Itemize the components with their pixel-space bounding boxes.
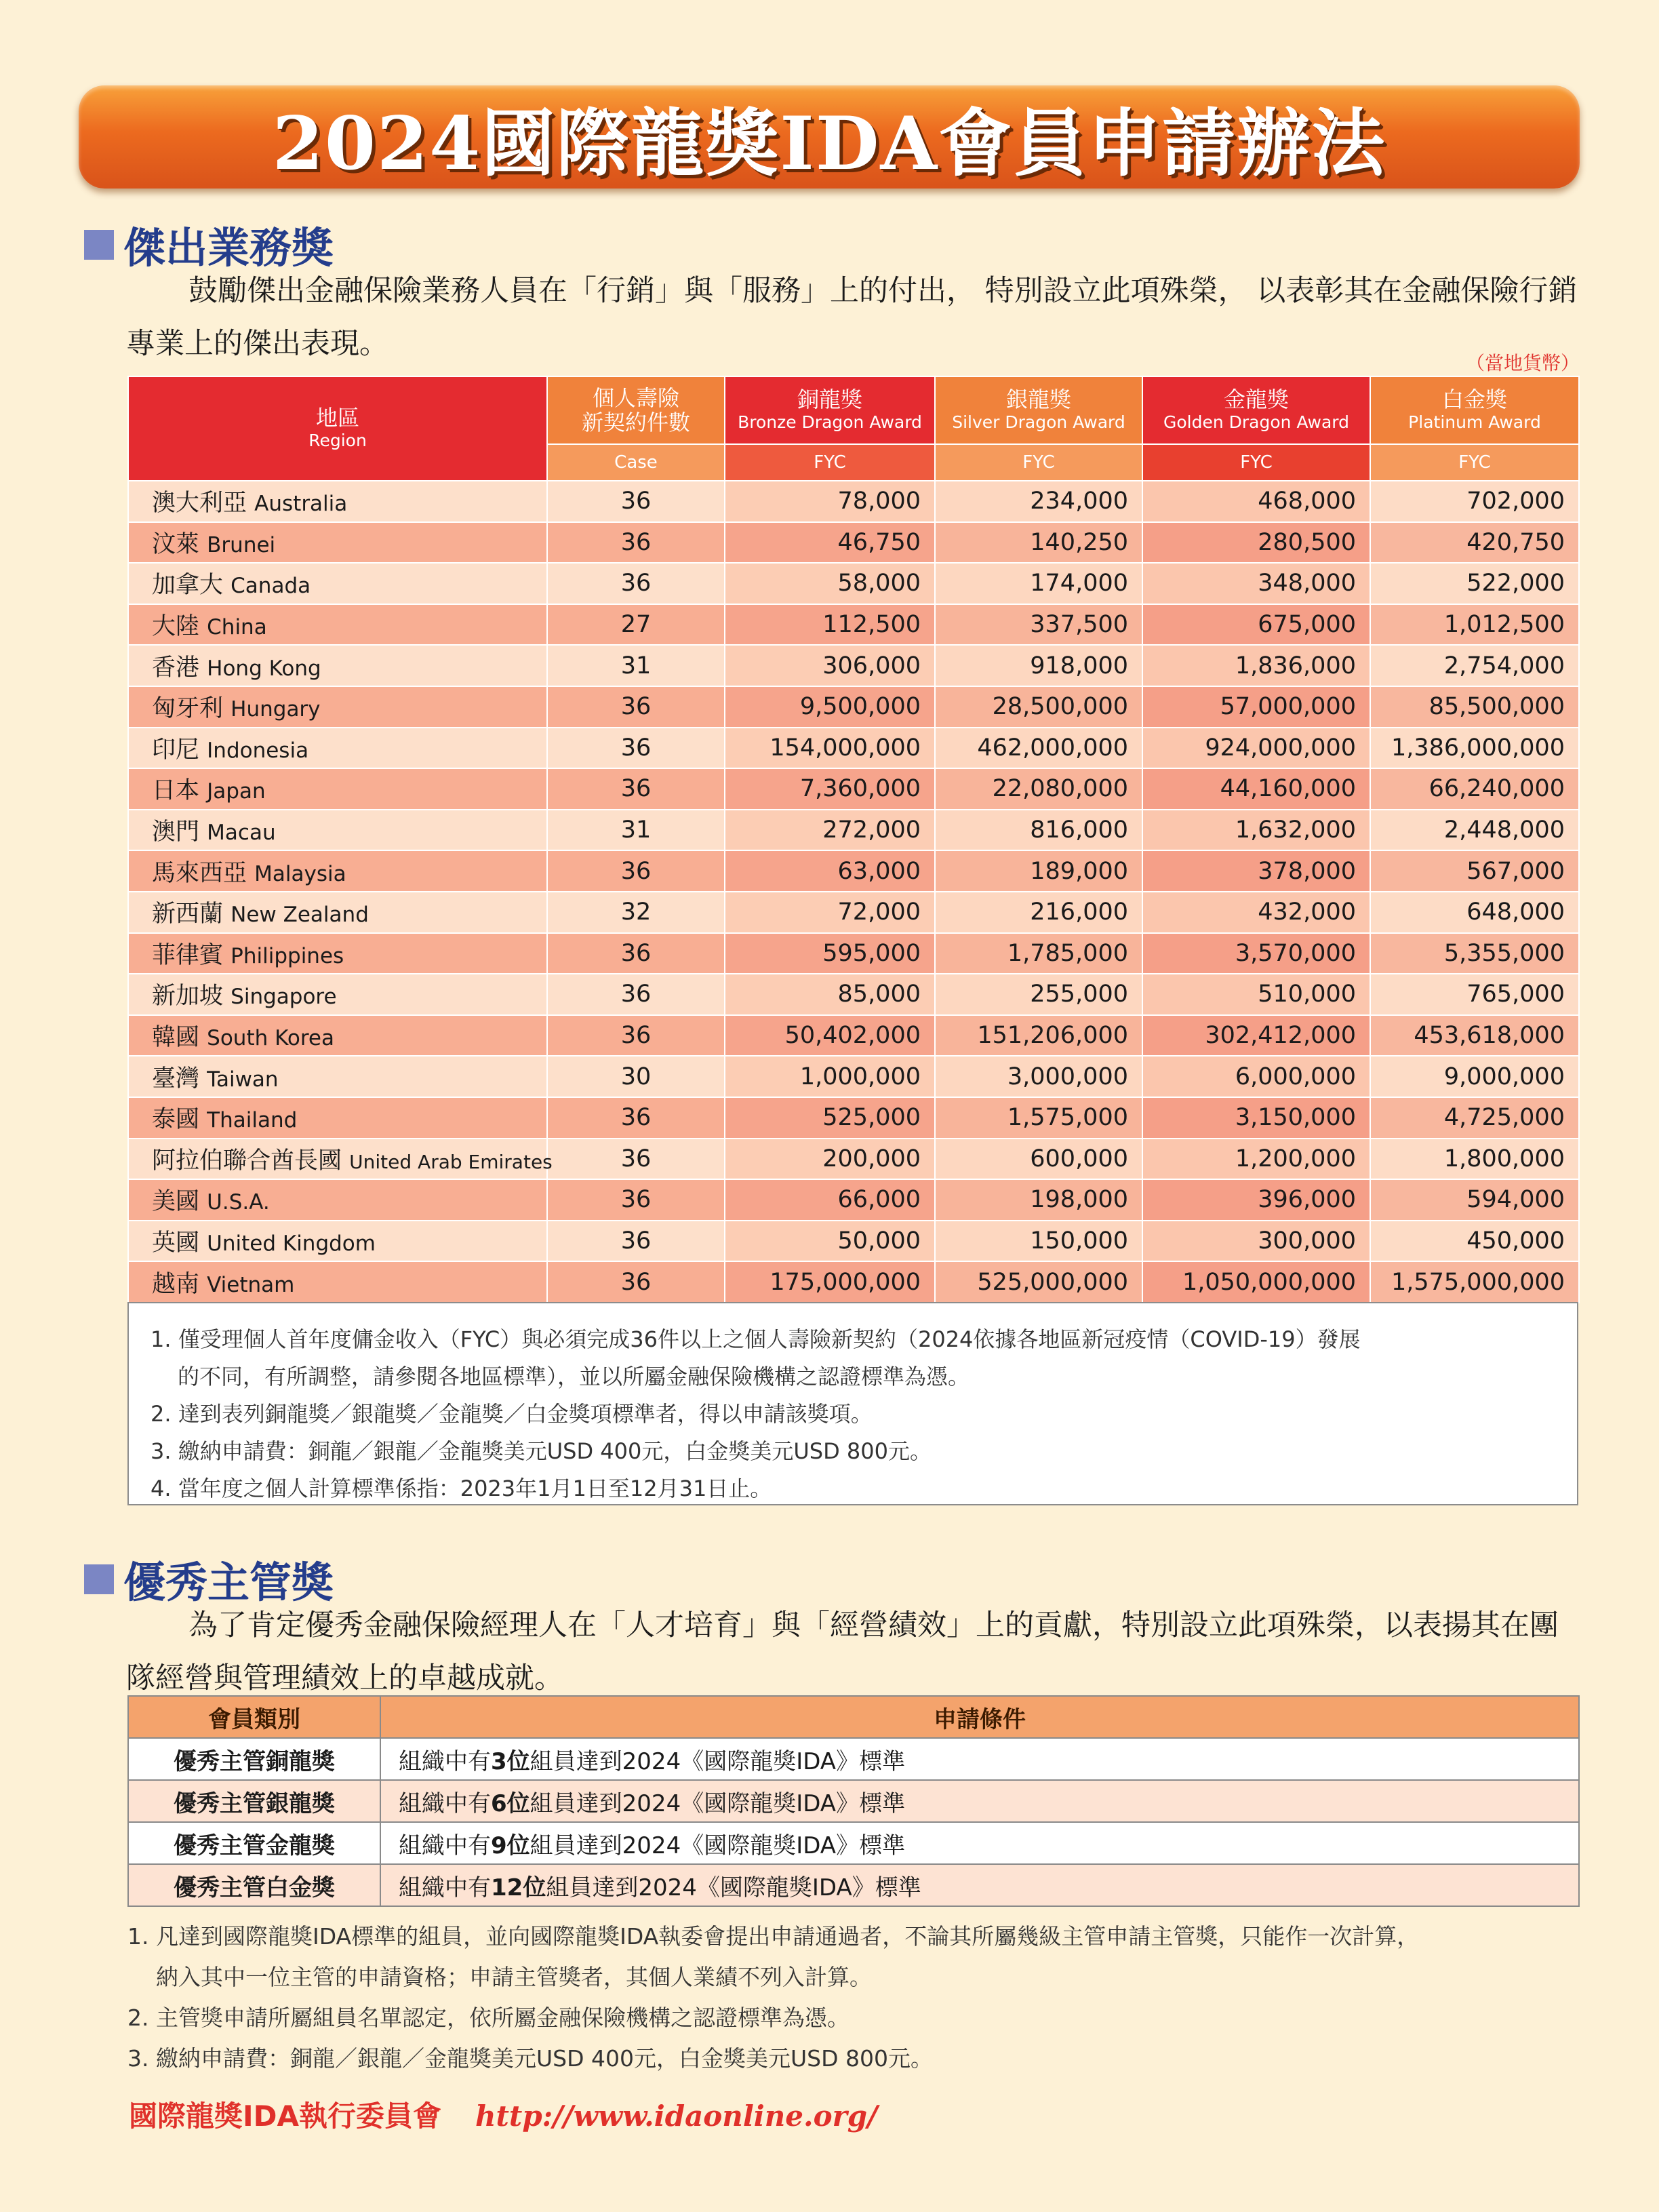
table-row bbox=[128, 1139, 1579, 1180]
region-name-zh: 印尼 bbox=[152, 736, 200, 764]
bronze-fyc-cell: 85,000 bbox=[725, 974, 935, 1015]
golden-fyc-cell: 468,000 bbox=[1142, 481, 1370, 522]
region-cell bbox=[128, 1261, 547, 1303]
table-row bbox=[128, 1738, 1579, 1780]
region-cell bbox=[128, 1056, 547, 1097]
member-category-cell: 優秀主管白金獎 bbox=[128, 1864, 380, 1906]
section-bullet-icon bbox=[84, 1564, 114, 1594]
region-cell bbox=[128, 563, 547, 604]
bronze-fyc-cell: 72,000 bbox=[725, 892, 935, 933]
section2-notes bbox=[127, 1916, 1585, 2079]
region-name-en: Japan bbox=[207, 779, 266, 804]
golden-fyc-cell: 6,000,000 bbox=[1142, 1056, 1370, 1097]
subheader-case: Case bbox=[547, 444, 725, 481]
region-name-en: Singapore bbox=[231, 985, 337, 1010]
case-count-cell: 36 bbox=[547, 1261, 725, 1303]
region-cell bbox=[128, 933, 547, 974]
bronze-fyc-cell: 66,000 bbox=[725, 1179, 935, 1221]
region-cell bbox=[128, 1139, 553, 1180]
region-name-en: United Kingdom bbox=[207, 1231, 376, 1256]
region-name-en: Australia bbox=[254, 492, 348, 517]
case-count-cell: 36 bbox=[547, 1179, 725, 1221]
table-row bbox=[128, 1261, 1579, 1303]
table-row bbox=[128, 522, 1579, 564]
region-name-en: South Korea bbox=[207, 1026, 334, 1051]
platinum-fyc-cell: 594,000 bbox=[1370, 1179, 1579, 1221]
region-name-en: Hong Kong bbox=[207, 656, 321, 681]
bronze-fyc-cell: 50,000 bbox=[725, 1221, 935, 1262]
platinum-fyc-cell: 1,386,000,000 bbox=[1370, 728, 1579, 769]
region-cell bbox=[128, 522, 547, 564]
region-name-zh: 香港 bbox=[152, 654, 200, 682]
platinum-fyc-cell: 765,000 bbox=[1370, 974, 1579, 1015]
note-item: 2. 主管獎申請所屬組員名單認定，依所屬金融保險機構之認證標準為憑。 bbox=[127, 2004, 850, 2031]
table-row bbox=[128, 892, 1579, 933]
bronze-fyc-cell: 525,000 bbox=[725, 1097, 935, 1139]
footer bbox=[129, 2094, 877, 2135]
region-name-zh: 阿拉伯聯合酋長國 bbox=[152, 1147, 342, 1174]
golden-fyc-cell: 510,000 bbox=[1142, 974, 1370, 1015]
region-name-en: Malaysia bbox=[254, 861, 346, 886]
bronze-fyc-cell: 272,000 bbox=[725, 810, 935, 851]
region-cell bbox=[128, 974, 547, 1015]
bronze-fyc-cell: 63,000 bbox=[725, 850, 935, 892]
page-title: 2024國際龍獎IDA會員申請辦法 bbox=[272, 100, 1386, 186]
silver-fyc-cell: 3,000,000 bbox=[935, 1056, 1142, 1097]
member-category-cell: 優秀主管金龍獎 bbox=[128, 1822, 380, 1864]
note-item: 納入其中一位主管的申請資格；申請主管獎者，其個人業績不列入計算。 bbox=[156, 1964, 872, 1990]
golden-fyc-cell: 44,160,000 bbox=[1142, 768, 1370, 810]
case-count-cell: 31 bbox=[547, 645, 725, 686]
case-count-cell: 36 bbox=[547, 768, 725, 810]
region-cell bbox=[128, 810, 547, 851]
bronze-fyc-cell: 7,360,000 bbox=[725, 768, 935, 810]
currency-note: （當地貨幣） bbox=[1465, 352, 1580, 374]
note-item: 的不同，有所調整，請參閱各地區標準），並以所屬金融保險機構之認證標準為憑。 bbox=[178, 1364, 970, 1389]
supervisor-award-table bbox=[127, 1695, 1580, 1907]
header-silver: 銀龍獎 Silver Dragon Award bbox=[935, 376, 1142, 444]
header-member-category: 會員類別 bbox=[128, 1696, 380, 1738]
platinum-fyc-cell: 1,575,000,000 bbox=[1370, 1261, 1579, 1303]
table-row bbox=[128, 933, 1579, 974]
silver-fyc-cell: 234,000 bbox=[935, 481, 1142, 522]
case-count-cell: 36 bbox=[547, 933, 725, 974]
region-cell bbox=[128, 892, 547, 933]
silver-fyc-cell: 150,000 bbox=[935, 1221, 1142, 1262]
section2-intro: 為了肯定優秀金融保險經理人在「人才培育」與「經營績效」上的貢獻，特別設立此項殊榮，以表揚其在團隊經營與管理績效上的卓越成就。 bbox=[126, 1608, 1559, 1695]
region-cell bbox=[128, 686, 547, 728]
golden-fyc-cell: 1,200,000 bbox=[1142, 1139, 1370, 1180]
region-name-zh: 臺灣 bbox=[152, 1065, 200, 1092]
bronze-fyc-cell: 46,750 bbox=[725, 522, 935, 564]
region-name-zh: 越南 bbox=[152, 1270, 200, 1298]
condition-count: 9位 bbox=[491, 1832, 530, 1859]
region-cell bbox=[128, 850, 547, 892]
region-cell bbox=[128, 1179, 547, 1221]
table-row bbox=[128, 1864, 1579, 1906]
region-name-zh: 澳大利亞 bbox=[152, 490, 247, 517]
platinum-fyc-cell: 1,800,000 bbox=[1370, 1139, 1579, 1180]
bronze-fyc-cell: 112,500 bbox=[725, 604, 935, 646]
table-row bbox=[128, 1097, 1579, 1139]
condition-prefix: 組織中有 bbox=[399, 1790, 491, 1817]
platinum-fyc-cell: 9,000,000 bbox=[1370, 1056, 1579, 1097]
subheader-fyc-silver: FYC bbox=[935, 444, 1142, 481]
region-name-zh: 菲律賓 bbox=[152, 941, 224, 969]
silver-fyc-cell: 1,785,000 bbox=[935, 933, 1142, 974]
condition-prefix: 組織中有 bbox=[399, 1874, 491, 1901]
region-name-zh: 韓國 bbox=[152, 1024, 200, 1052]
region-name-en: United Arab Emirates bbox=[349, 1150, 553, 1173]
case-count-cell: 27 bbox=[547, 604, 725, 646]
silver-fyc-cell: 600,000 bbox=[935, 1139, 1142, 1180]
condition-prefix: 組織中有 bbox=[399, 1747, 491, 1775]
region-name-en: Vietnam bbox=[207, 1272, 295, 1297]
region-name-en: U.S.A. bbox=[207, 1190, 270, 1215]
case-count-cell: 36 bbox=[547, 728, 725, 769]
bronze-fyc-cell: 78,000 bbox=[725, 481, 935, 522]
note-item: 3. 繳納申請費：銅龍／銀龍／金龍獎美元USD 400元，白金獎美元USD 800元。 bbox=[127, 2045, 933, 2072]
platinum-fyc-cell: 4,725,000 bbox=[1370, 1097, 1579, 1139]
silver-fyc-cell: 462,000,000 bbox=[935, 728, 1142, 769]
platinum-fyc-cell: 702,000 bbox=[1370, 481, 1579, 522]
silver-fyc-cell: 22,080,000 bbox=[935, 768, 1142, 810]
region-name-en: Philippines bbox=[231, 943, 344, 968]
golden-fyc-cell: 57,000,000 bbox=[1142, 686, 1370, 728]
region-name-en: Macau bbox=[207, 821, 276, 846]
table-row bbox=[128, 563, 1579, 604]
header-case: 個人壽險 新契約件數 bbox=[547, 376, 725, 444]
region-name-en: Hungary bbox=[231, 697, 321, 722]
case-count-cell: 36 bbox=[547, 1221, 725, 1262]
silver-fyc-cell: 255,000 bbox=[935, 974, 1142, 1015]
silver-fyc-cell: 216,000 bbox=[935, 892, 1142, 933]
condition-count: 3位 bbox=[491, 1747, 530, 1775]
silver-fyc-cell: 140,250 bbox=[935, 522, 1142, 564]
member-category-cell: 優秀主管銅龍獎 bbox=[128, 1738, 380, 1780]
table-row bbox=[128, 768, 1579, 810]
case-count-cell: 36 bbox=[547, 974, 725, 1015]
platinum-fyc-cell: 453,618,000 bbox=[1370, 1015, 1579, 1056]
silver-fyc-cell: 151,206,000 bbox=[935, 1015, 1142, 1056]
region-cell bbox=[128, 645, 547, 686]
region-cell bbox=[128, 604, 547, 646]
note-item: 1. 僅受理個人首年度傭金收入（FYC）與必須完成36件以上之個人壽險新契約（2024依據各地區新冠疫情（COVID-19）發展 bbox=[151, 1326, 1361, 1352]
region-name-zh: 馬來西亞 bbox=[152, 859, 247, 887]
golden-fyc-cell: 924,000,000 bbox=[1142, 728, 1370, 769]
application-condition-cell bbox=[380, 1822, 1579, 1864]
silver-fyc-cell: 918,000 bbox=[935, 645, 1142, 686]
region-name-zh: 大陸 bbox=[152, 613, 200, 641]
table-row bbox=[128, 850, 1579, 892]
region-name-en: New Zealand bbox=[231, 903, 369, 928]
silver-fyc-cell: 28,500,000 bbox=[935, 686, 1142, 728]
table-row bbox=[128, 1056, 1579, 1097]
subheader-fyc-golden: FYC bbox=[1142, 444, 1370, 481]
table-row bbox=[128, 645, 1579, 686]
header-region: 地區 Region bbox=[128, 376, 547, 481]
condition-suffix: 組員達到2024《國際龍獎IDA》標準 bbox=[529, 1747, 906, 1775]
golden-fyc-cell: 300,000 bbox=[1142, 1221, 1370, 1262]
platinum-fyc-cell: 66,240,000 bbox=[1370, 768, 1579, 810]
case-count-cell: 36 bbox=[547, 481, 725, 522]
condition-count: 12位 bbox=[491, 1874, 546, 1901]
case-count-cell: 36 bbox=[547, 522, 725, 564]
footer-website-link[interactable]: http://www.idaonline.org/ bbox=[475, 2099, 878, 2133]
bronze-fyc-cell: 50,402,000 bbox=[725, 1015, 935, 1056]
case-count-cell: 36 bbox=[547, 1097, 725, 1139]
bronze-fyc-cell: 175,000,000 bbox=[725, 1261, 935, 1303]
header-platinum: 白金獎 Platinum Award bbox=[1370, 376, 1579, 444]
table-row bbox=[128, 481, 1579, 522]
condition-count: 6位 bbox=[491, 1790, 530, 1817]
platinum-fyc-cell: 450,000 bbox=[1370, 1221, 1579, 1262]
case-count-cell: 36 bbox=[547, 1015, 725, 1056]
golden-fyc-cell: 396,000 bbox=[1142, 1179, 1370, 1221]
bronze-fyc-cell: 9,500,000 bbox=[725, 686, 935, 728]
region-name-zh: 美國 bbox=[152, 1188, 200, 1216]
case-count-cell: 31 bbox=[547, 810, 725, 851]
golden-fyc-cell: 378,000 bbox=[1142, 850, 1370, 892]
footer-org-name: 國際龍獎IDA執行委員會 bbox=[129, 2099, 441, 2133]
condition-suffix: 組員達到2024《國際龍獎IDA》標準 bbox=[546, 1874, 921, 1901]
table-row bbox=[128, 686, 1579, 728]
subheader-fyc-bronze: FYC bbox=[725, 444, 935, 481]
bronze-fyc-cell: 595,000 bbox=[725, 933, 935, 974]
bronze-fyc-cell: 1,000,000 bbox=[725, 1056, 935, 1097]
region-name-en: Taiwan bbox=[207, 1067, 279, 1092]
case-count-cell: 30 bbox=[547, 1056, 725, 1097]
golden-fyc-cell: 3,150,000 bbox=[1142, 1097, 1370, 1139]
silver-fyc-cell: 198,000 bbox=[935, 1179, 1142, 1221]
bronze-fyc-cell: 200,000 bbox=[725, 1139, 935, 1180]
bronze-fyc-cell: 154,000,000 bbox=[725, 728, 935, 769]
region-cell bbox=[128, 728, 547, 769]
table-row bbox=[128, 728, 1579, 769]
platinum-fyc-cell: 420,750 bbox=[1370, 522, 1579, 564]
bronze-fyc-cell: 306,000 bbox=[725, 645, 935, 686]
silver-fyc-cell: 174,000 bbox=[935, 563, 1142, 604]
member-category-cell: 優秀主管銀龍獎 bbox=[128, 1780, 380, 1822]
region-cell bbox=[128, 1221, 547, 1262]
silver-fyc-cell: 337,500 bbox=[935, 604, 1142, 646]
region-cell bbox=[128, 1097, 547, 1139]
silver-fyc-cell: 816,000 bbox=[935, 810, 1142, 851]
region-name-en: Brunei bbox=[207, 532, 276, 557]
note-item: 4. 當年度之個人計算標準係指：2023年1月1日至12月31日止。 bbox=[151, 1476, 772, 1501]
silver-fyc-cell: 189,000 bbox=[935, 850, 1142, 892]
table-row bbox=[128, 604, 1579, 646]
region-name-zh: 新加坡 bbox=[152, 983, 224, 1010]
table-row bbox=[128, 1780, 1579, 1822]
condition-suffix: 組員達到2024《國際龍獎IDA》標準 bbox=[529, 1790, 906, 1817]
region-name-zh: 加拿大 bbox=[152, 572, 224, 599]
golden-fyc-cell: 348,000 bbox=[1142, 563, 1370, 604]
platinum-fyc-cell: 522,000 bbox=[1370, 563, 1579, 604]
header-bronze: 銅龍獎 Bronze Dragon Award bbox=[725, 376, 935, 444]
golden-fyc-cell: 675,000 bbox=[1142, 604, 1370, 646]
condition-suffix: 組員達到2024《國際龍獎IDA》標準 bbox=[529, 1832, 906, 1859]
golden-fyc-cell: 1,050,000,000 bbox=[1142, 1261, 1370, 1303]
golden-fyc-cell: 1,836,000 bbox=[1142, 645, 1370, 686]
region-name-zh: 日本 bbox=[152, 777, 200, 805]
silver-fyc-cell: 525,000,000 bbox=[935, 1261, 1142, 1303]
region-name-zh: 英國 bbox=[152, 1229, 200, 1257]
case-count-cell: 36 bbox=[547, 850, 725, 892]
application-condition-cell bbox=[380, 1864, 1579, 1906]
table-row bbox=[128, 974, 1579, 1015]
note-item: 1. 凡達到國際龍獎IDA標準的組員，並向國際龍獎IDA執委會提出申請通過者，不論其所屬幾級主管申請主管獎，只能作一次計算， bbox=[127, 1923, 1420, 1950]
table-row bbox=[128, 1015, 1579, 1056]
application-condition-cell bbox=[380, 1738, 1579, 1780]
application-condition-cell bbox=[380, 1780, 1579, 1822]
condition-prefix: 組織中有 bbox=[399, 1832, 491, 1859]
header-application-condition: 申請條件 bbox=[380, 1696, 1579, 1738]
note-item: 2. 達到表列銅龍獎／銀龍獎／金龍獎／白金獎項標準者，得以申請該獎項。 bbox=[151, 1401, 873, 1427]
note-item: 3. 繳納申請費：銅龍／銀龍／金龍獎美元USD 400元，白金獎美元USD 800元。 bbox=[151, 1438, 932, 1464]
region-cell bbox=[128, 481, 547, 522]
platinum-fyc-cell: 85,500,000 bbox=[1370, 686, 1579, 728]
section1-notes bbox=[127, 1302, 1578, 1505]
case-count-cell: 36 bbox=[547, 686, 725, 728]
platinum-fyc-cell: 2,448,000 bbox=[1370, 810, 1579, 851]
case-count-cell: 36 bbox=[547, 1139, 725, 1180]
award-standards-table bbox=[127, 376, 1580, 1303]
region-cell bbox=[128, 1015, 547, 1056]
region-name-zh: 匈牙利 bbox=[152, 695, 224, 723]
region-name-zh: 泰國 bbox=[152, 1106, 200, 1134]
region-name-en: China bbox=[207, 615, 267, 640]
region-name-zh: 汶萊 bbox=[152, 530, 200, 558]
platinum-fyc-cell: 567,000 bbox=[1370, 850, 1579, 892]
platinum-fyc-cell: 1,012,500 bbox=[1370, 604, 1579, 646]
region-name-en: Indonesia bbox=[207, 738, 309, 763]
section1-title: 傑出業務獎 bbox=[123, 223, 334, 273]
golden-fyc-cell: 280,500 bbox=[1142, 522, 1370, 564]
silver-fyc-cell: 1,575,000 bbox=[935, 1097, 1142, 1139]
golden-fyc-cell: 1,632,000 bbox=[1142, 810, 1370, 851]
subheader-fyc-platinum: FYC bbox=[1370, 444, 1579, 481]
section2-title: 優秀主管獎 bbox=[123, 1558, 334, 1607]
golden-fyc-cell: 3,570,000 bbox=[1142, 933, 1370, 974]
region-cell bbox=[128, 768, 547, 810]
region-name-en: Canada bbox=[231, 574, 311, 599]
platinum-fyc-cell: 648,000 bbox=[1370, 892, 1579, 933]
region-name-en: Thailand bbox=[207, 1108, 298, 1133]
case-count-cell: 36 bbox=[547, 563, 725, 604]
region-name-zh: 澳門 bbox=[152, 818, 200, 846]
table-row bbox=[128, 1221, 1579, 1262]
case-count-cell: 32 bbox=[547, 892, 725, 933]
region-name-zh: 新西蘭 bbox=[152, 901, 224, 928]
section1-intro: 鼓勵傑出金融保險業務人員在「行銷」與「服務」上的付出， 特別設立此項殊榮， 以表彰其在金融保險行銷專業上的傑出表現。 bbox=[126, 274, 1578, 361]
table-row bbox=[128, 1179, 1579, 1221]
table-row bbox=[128, 810, 1579, 851]
platinum-fyc-cell: 2,754,000 bbox=[1370, 645, 1579, 686]
header-golden: 金龍獎 Golden Dragon Award bbox=[1142, 376, 1370, 444]
section-bullet-icon bbox=[84, 230, 114, 260]
platinum-fyc-cell: 5,355,000 bbox=[1370, 933, 1579, 974]
golden-fyc-cell: 302,412,000 bbox=[1142, 1015, 1370, 1056]
table-row bbox=[128, 1822, 1579, 1864]
golden-fyc-cell: 432,000 bbox=[1142, 892, 1370, 933]
title-banner bbox=[79, 85, 1580, 189]
bronze-fyc-cell: 58,000 bbox=[725, 563, 935, 604]
